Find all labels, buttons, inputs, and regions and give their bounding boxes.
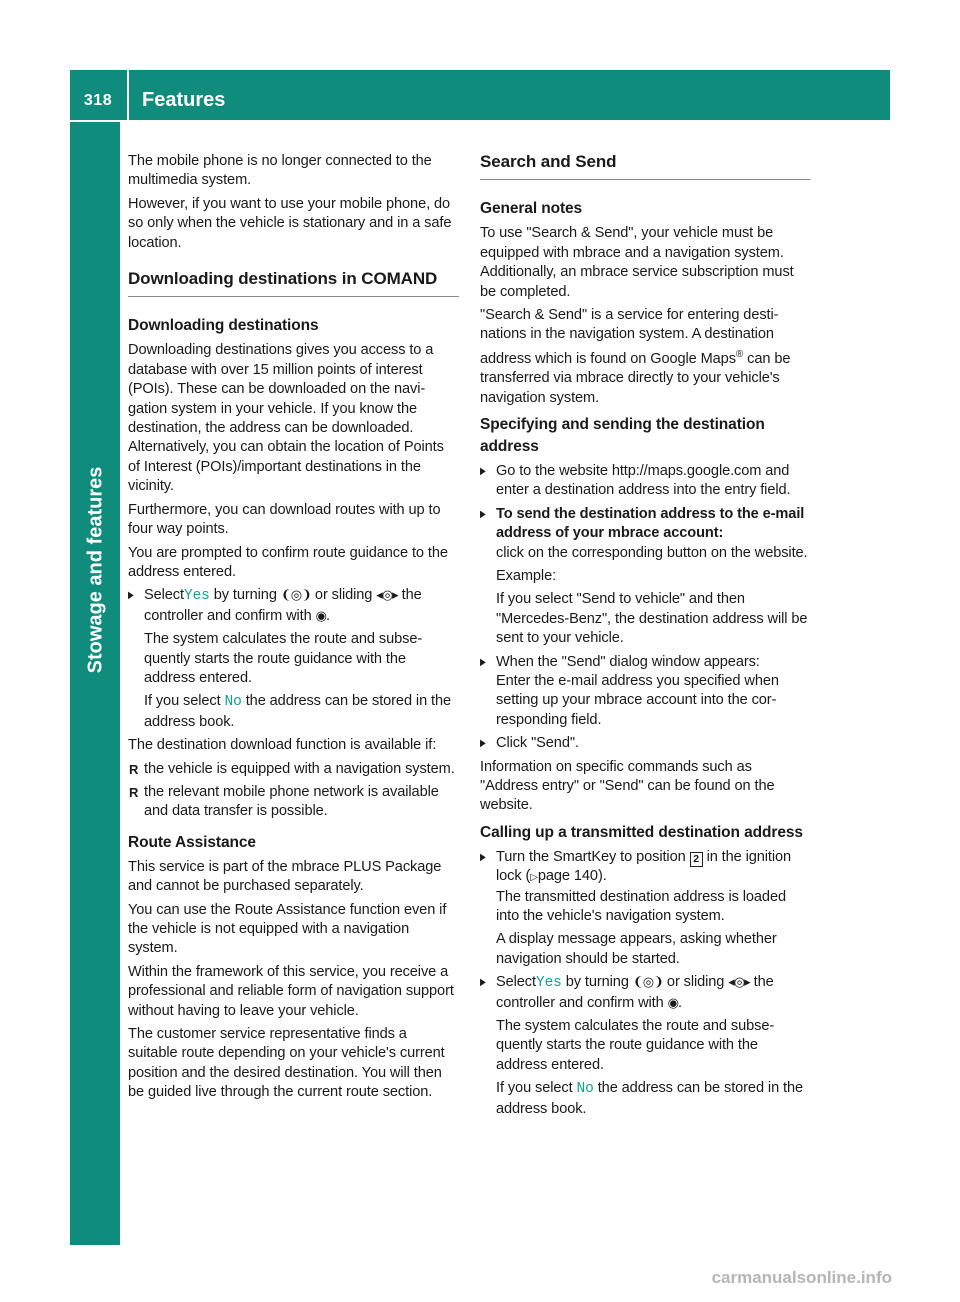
subsection-heading: General notes bbox=[480, 200, 583, 218]
paragraph: Downloading destinations gives you access to a database with over 15 million points of interest (POIs). These can be downloaded on the navigation system in your vehicle. If you know the destination, the address can be downloaded. Alternatively, you can obtain the location of Points of Interest (POIs)/important destinations in the vicinity. bbox=[128, 342, 444, 495]
subsection-heading: Route Assistance bbox=[128, 833, 256, 851]
instruction-step: ▶ SelectYes by turning ❨◎❩ or sliding ◂◎▸ the controller and confirm with ◉. bbox=[480, 973, 811, 1013]
paragraph: Furthermore, you can download routes with up to four way points. bbox=[128, 501, 441, 538]
bullet-item: R the vehicle is equipped with a navigation system. bbox=[128, 760, 459, 779]
paragraph: This service is part of the mbrace PLUS Package and cannot be purchased separately. bbox=[128, 858, 442, 895]
step-detail: Enter the e-mail address you specified when setting up your mbrace account into the corresponding field. bbox=[496, 672, 779, 728]
instruction-step: ▶ SelectYes by turning ❨◎❩ or sliding ◂◎▸ the controller and confirm with ◉. bbox=[128, 586, 459, 626]
paragraph: "Search & Send" is a service for entering destinations in the navigation system. A destination address which is found on Google Maps® can be transferred via mbrace directly to your vehicle's navigation system. bbox=[480, 307, 791, 406]
key-position-box: 2 bbox=[690, 852, 703, 867]
controller-press-icon: ◉ bbox=[667, 995, 678, 1011]
side-tab bbox=[70, 122, 120, 1245]
page-header bbox=[70, 70, 890, 120]
section-title: Downloading destinations in COMAND bbox=[128, 269, 459, 297]
step-detail: If you select "Send to vehicle" and then "Mercedes-Benz", the destination address will be sent to your vehicle. bbox=[496, 591, 808, 647]
instruction-step: ▶ When the "Send" dialog window appears: bbox=[480, 653, 811, 672]
page-number: 318 bbox=[83, 92, 113, 109]
header-divider bbox=[127, 70, 129, 120]
right-column bbox=[480, 152, 811, 1123]
keyword-yes: Yes bbox=[535, 975, 562, 992]
instruction-step: ▶ To send the destination address to the e-mail address of your mbrace account: bbox=[480, 505, 811, 544]
step-note: If you select No the address can be stored in the address book. bbox=[144, 693, 452, 730]
controller-slide-icon: ◂◎▸ bbox=[376, 588, 398, 604]
controller-slide-icon: ◂◎▸ bbox=[728, 975, 750, 991]
step-result: The system calculates the route and subsequently starts the route guidance with the address entered. bbox=[144, 631, 423, 686]
subsection-heading: Specifying and sending the destination address bbox=[480, 415, 765, 455]
step-detail: Example: bbox=[496, 567, 557, 584]
section-title: Search and Send bbox=[480, 152, 811, 180]
controller-turn-icon: ❨◎❩ bbox=[632, 975, 663, 991]
intro-paragraph: However, if you want to use your mobile phone, do so only when the vehicle is stationary and in a safe location. bbox=[128, 195, 452, 251]
paragraph: You can use the Route Assistance function even if the vehicle is not equipped with a navigation system. bbox=[128, 901, 447, 957]
instruction-step: ▶ Go to the website http://maps.google.com and enter a destination address into the entry field. bbox=[480, 462, 811, 501]
instruction-step: ▶ Click "Send". bbox=[480, 734, 811, 753]
instruction-step: ▶ Turn the SmartKey to position 2 in the ignition lock (▷page 140). bbox=[480, 848, 811, 888]
paragraph: The destination download function is available if: bbox=[128, 737, 437, 754]
paragraph: The customer service representative finds a suitable route depending on your vehicle's current position and the desired destination. You will then be guided live through the current route section. bbox=[128, 1026, 445, 1101]
page-reference-arrow-icon: ▷ bbox=[530, 872, 538, 884]
subsection-heading: Downloading destinations bbox=[128, 317, 319, 335]
keyword-yes: Yes bbox=[183, 588, 210, 605]
paragraph: To use "Search & Send", your vehicle must be equipped with mbrace and a navigation system. Additionally, an mbrace service subscription must be completed. bbox=[480, 225, 794, 300]
page-title: Features bbox=[142, 89, 226, 111]
left-column bbox=[128, 152, 459, 1107]
step-result: A display message appears, asking whether navigation should be started. bbox=[496, 931, 777, 967]
controller-press-icon: ◉ bbox=[315, 608, 326, 624]
paragraph: You are prompted to confirm route guidance to the address entered. bbox=[128, 544, 448, 580]
registered-mark: ® bbox=[735, 348, 744, 360]
subsection-heading: Calling up a transmitted destination address bbox=[480, 823, 803, 841]
side-tab-label: Stowage and features bbox=[84, 466, 107, 674]
paragraph: Within the framework of this service, you receive a professional and reliable form of navigation support without having to leave your vehicle. bbox=[128, 963, 454, 1019]
intro-paragraph: The mobile phone is no longer connected to the multimedia system. bbox=[128, 153, 432, 189]
paragraph: Information on specific commands such as "Address entry" or "Send" can be found on the website. bbox=[480, 758, 775, 814]
step-detail: click on the corresponding button on the website. bbox=[496, 544, 808, 561]
footer-watermark: carmanualsonline.info bbox=[711, 1268, 892, 1287]
step-note: If you select No the address can be stored in the address book. bbox=[496, 1080, 804, 1117]
controller-turn-icon: ❨◎❩ bbox=[280, 588, 311, 604]
bullet-item: R the relevant mobile phone network is available and data transfer is possible. bbox=[128, 783, 459, 822]
step-result: The transmitted destination address is loaded into the vehicle's navigation system. bbox=[496, 888, 786, 925]
step-result: The system calculates the route and subsequently starts the route guidance with the address entered. bbox=[496, 1018, 775, 1073]
keyword-no: No bbox=[224, 694, 242, 711]
keyword-no: No bbox=[576, 1081, 594, 1098]
